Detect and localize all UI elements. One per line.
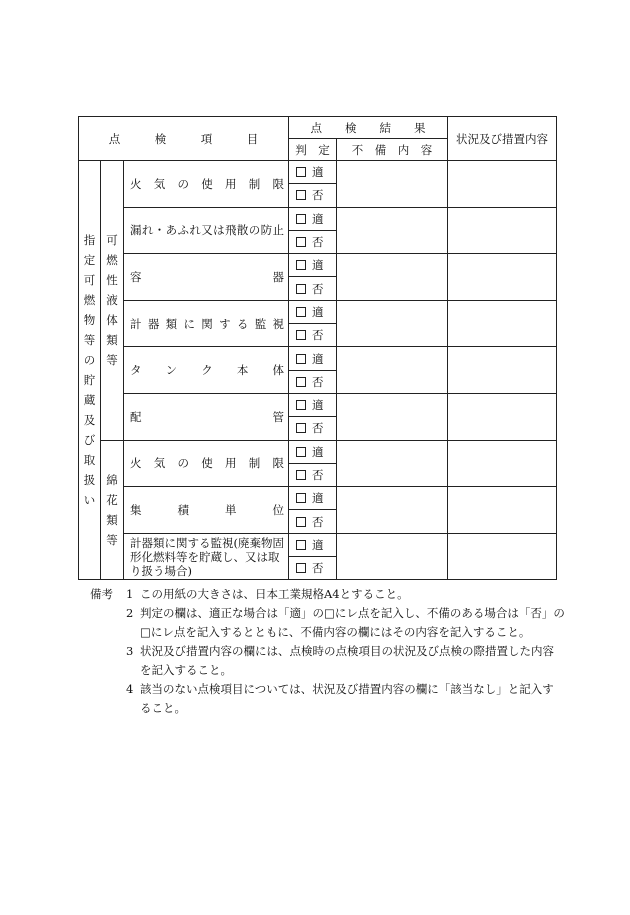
inspection-item-cell xyxy=(124,161,289,208)
note-number: 2 xyxy=(126,606,134,620)
option-ng-label: 否 xyxy=(312,281,324,296)
header-judgment: 判 定 xyxy=(289,139,337,161)
status-measures-cell[interactable] xyxy=(448,440,557,487)
vertical-char: 燃 xyxy=(106,253,118,268)
checkbox-ng[interactable] xyxy=(296,517,306,527)
option-ng-label: 否 xyxy=(312,328,324,343)
judgment-ng-cell xyxy=(289,230,337,253)
inspection-item-label: 火 気 の 使 用 制 限 xyxy=(130,176,285,191)
judgment-ng-cell xyxy=(289,417,337,440)
vertical-char: 定 xyxy=(83,253,96,268)
checkbox-ok[interactable] xyxy=(296,307,306,317)
judgment-ok-cell xyxy=(289,440,337,463)
table-row xyxy=(79,393,557,416)
option-ok-label: 適 xyxy=(312,444,324,459)
judgment-ng-cell xyxy=(289,463,337,486)
group1-label xyxy=(101,161,124,441)
inspection-item-cell xyxy=(124,254,289,301)
vertical-char: 液 xyxy=(106,293,118,308)
option-ok-label: 適 xyxy=(312,304,324,319)
vertical-char: 可 xyxy=(83,273,96,288)
vertical-char: の xyxy=(83,353,96,368)
inspection-table xyxy=(78,116,557,580)
inspection-item-label: 漏れ・あふれ又は飛散の防止 xyxy=(130,223,285,238)
notes-label-spacer xyxy=(90,604,126,642)
option-ng-label: 否 xyxy=(312,468,324,482)
option-ng-label: 否 xyxy=(312,514,324,529)
judgment-ok-cell xyxy=(289,393,337,416)
defect-details-cell[interactable] xyxy=(337,207,448,254)
note-number: 1 xyxy=(126,587,134,601)
defect-details-cell[interactable] xyxy=(337,254,448,301)
vertical-char: 物 xyxy=(83,313,96,328)
vertical-char: 可 xyxy=(106,233,118,248)
note-number: 4 xyxy=(126,682,134,696)
table-row xyxy=(79,300,557,323)
checkbox-ng[interactable] xyxy=(296,377,306,387)
checkbox-ng[interactable] xyxy=(296,423,306,433)
option-ok-label: 適 xyxy=(312,258,324,273)
table-row xyxy=(79,161,557,184)
option-ng-label: 否 xyxy=(312,561,324,576)
status-measures-cell[interactable] xyxy=(448,393,557,440)
option-ok-label: 適 xyxy=(312,351,324,366)
note-item xyxy=(90,604,565,642)
judgment-ng-cell xyxy=(289,557,337,580)
inspection-item-label: 火 気 の 使 用 制 限 xyxy=(130,456,285,471)
category-main-label xyxy=(79,161,101,580)
option-ng-label: 否 xyxy=(312,235,324,250)
vertical-char: 性 xyxy=(106,273,118,288)
option-ok-label: 適 xyxy=(312,491,324,506)
judgment-ok-cell xyxy=(289,487,337,510)
vertical-char: 等 xyxy=(83,333,96,348)
inspection-item-cell xyxy=(124,347,289,394)
checkbox-ng[interactable] xyxy=(296,237,306,247)
option-ng-label: 否 xyxy=(312,188,324,203)
checkbox-ok[interactable] xyxy=(296,493,306,503)
notes-section xyxy=(90,585,565,718)
judgment-ok-cell xyxy=(289,300,337,323)
notes-label-spacer xyxy=(90,642,126,680)
judgment-ng-cell xyxy=(289,370,337,393)
notes-label: 備考 xyxy=(90,587,113,601)
vertical-char: 類 xyxy=(106,333,118,348)
header-inspection-result: 点 検 結 果 xyxy=(289,117,448,139)
table-row xyxy=(79,533,557,556)
inspection-item-label: 容 器 xyxy=(130,269,285,284)
option-ng-label: 否 xyxy=(312,374,324,389)
option-ok-label: 適 xyxy=(312,398,324,413)
vertical-char: 蔵 xyxy=(83,393,96,408)
judgment-ok-cell xyxy=(289,347,337,370)
option-ok-label: 適 xyxy=(312,165,324,180)
header-status-measures: 状況及び措置内容 xyxy=(448,117,557,161)
option-ng-label: 否 xyxy=(312,421,324,436)
vertical-char: 扱 xyxy=(83,473,96,488)
option-ok-label: 適 xyxy=(312,211,324,226)
status-measures-cell[interactable] xyxy=(448,487,557,534)
vertical-char: 体 xyxy=(106,313,118,328)
defect-details-cell[interactable] xyxy=(337,300,448,347)
checkbox-ok[interactable] xyxy=(296,214,306,224)
note-text: 該当のない点検項目については、状況及び措置内容の欄に「該当なし」と記入すること。 xyxy=(140,682,554,715)
vertical-char: 等 xyxy=(106,532,118,547)
vertical-char: 及 xyxy=(83,413,96,428)
defect-details-cell[interactable] xyxy=(337,440,448,487)
header-defect-details: 不 備 内 容 xyxy=(337,139,448,161)
note-item xyxy=(90,680,565,718)
note-text: 判定の欄は、適正な場合は「適」の□にレ点を記入し、不備のある場合は「否」の□にレ点を記入するとともに、不備内容の欄にはその内容を記入すること。 xyxy=(140,606,565,639)
inspection-item-label: タ ン ク 本 体 xyxy=(130,363,285,378)
inspection-form xyxy=(78,116,557,580)
vertical-char: い xyxy=(83,493,96,508)
inspection-item-cell xyxy=(124,207,289,254)
checkbox-ng[interactable] xyxy=(296,563,306,573)
note-text: この用紙の大きさは、日本工業規格A4とすること。 xyxy=(140,587,409,601)
judgment-ng-cell xyxy=(289,277,337,300)
table-row xyxy=(79,440,557,463)
note-text: 状況及び措置内容の欄には、点検時の点検項目の状況及び点検の際措置した内容を記入すること。 xyxy=(140,644,554,677)
vertical-char: 取 xyxy=(83,453,96,468)
judgment-ok-cell xyxy=(289,161,337,184)
inspection-item-label: 計器類に関する監視(廃棄物固形化燃料等を貯蔵し、又は取り扱う場合) xyxy=(130,535,284,578)
checkbox-ok[interactable] xyxy=(296,540,306,550)
judgment-ok-cell xyxy=(289,254,337,277)
judgment-ok-cell xyxy=(289,533,337,556)
checkbox-ok[interactable] xyxy=(296,400,306,410)
vertical-char: 類 xyxy=(106,512,118,527)
option-ok-label: 適 xyxy=(312,537,324,552)
defect-details-cell[interactable] xyxy=(337,533,448,580)
status-measures-cell[interactable] xyxy=(448,254,557,301)
judgment-ng-cell xyxy=(289,324,337,347)
vertical-char: 等 xyxy=(106,353,118,368)
judgment-ng-cell xyxy=(289,510,337,533)
checkbox-ok[interactable] xyxy=(296,260,306,270)
inspection-item-label: 配 管 xyxy=(130,409,285,424)
checkbox-ng[interactable] xyxy=(296,330,306,340)
inspection-item-cell xyxy=(124,393,289,440)
inspection-item-label: 計 器 類 に 関 す る 監 視 xyxy=(130,316,285,331)
defect-details-cell[interactable] xyxy=(337,393,448,440)
vertical-char: 花 xyxy=(106,492,118,507)
header-inspection-item: 点 検 項 目 xyxy=(79,117,289,161)
vertical-char: 指 xyxy=(83,233,96,248)
note-item xyxy=(90,585,565,604)
vertical-char: 綿 xyxy=(106,472,118,487)
checkbox-ng[interactable] xyxy=(296,470,306,480)
checkbox-ok[interactable] xyxy=(296,167,306,177)
vertical-char: 燃 xyxy=(83,293,96,308)
defect-details-cell[interactable] xyxy=(337,487,448,534)
inspection-item-cell xyxy=(124,487,289,534)
inspection-item-cell xyxy=(124,300,289,347)
group2-label xyxy=(101,440,124,580)
defect-details-cell[interactable] xyxy=(337,161,448,208)
status-measures-cell[interactable] xyxy=(448,533,557,580)
table-row xyxy=(79,487,557,510)
status-measures-cell[interactable] xyxy=(448,347,557,394)
status-measures-cell[interactable] xyxy=(448,300,557,347)
checkbox-ok[interactable] xyxy=(296,354,306,364)
inspection-item-label: 集 積 単 位 xyxy=(130,502,285,517)
checkbox-ng[interactable] xyxy=(296,190,306,200)
table-row xyxy=(79,347,557,370)
table-row xyxy=(79,254,557,277)
judgment-ng-cell xyxy=(289,184,337,207)
note-number: 3 xyxy=(126,644,134,658)
status-measures-cell[interactable] xyxy=(448,207,557,254)
vertical-char: び xyxy=(83,433,96,448)
checkbox-ng[interactable] xyxy=(296,284,306,294)
inspection-item-cell xyxy=(124,440,289,487)
checkbox-ok[interactable] xyxy=(296,447,306,457)
defect-details-cell[interactable] xyxy=(337,347,448,394)
judgment-ok-cell xyxy=(289,207,337,230)
vertical-char: 貯 xyxy=(83,373,96,388)
inspection-item-cell xyxy=(124,533,289,580)
table-row xyxy=(79,207,557,230)
status-measures-cell[interactable] xyxy=(448,161,557,208)
note-item xyxy=(90,642,565,680)
notes-label-spacer xyxy=(90,680,126,718)
